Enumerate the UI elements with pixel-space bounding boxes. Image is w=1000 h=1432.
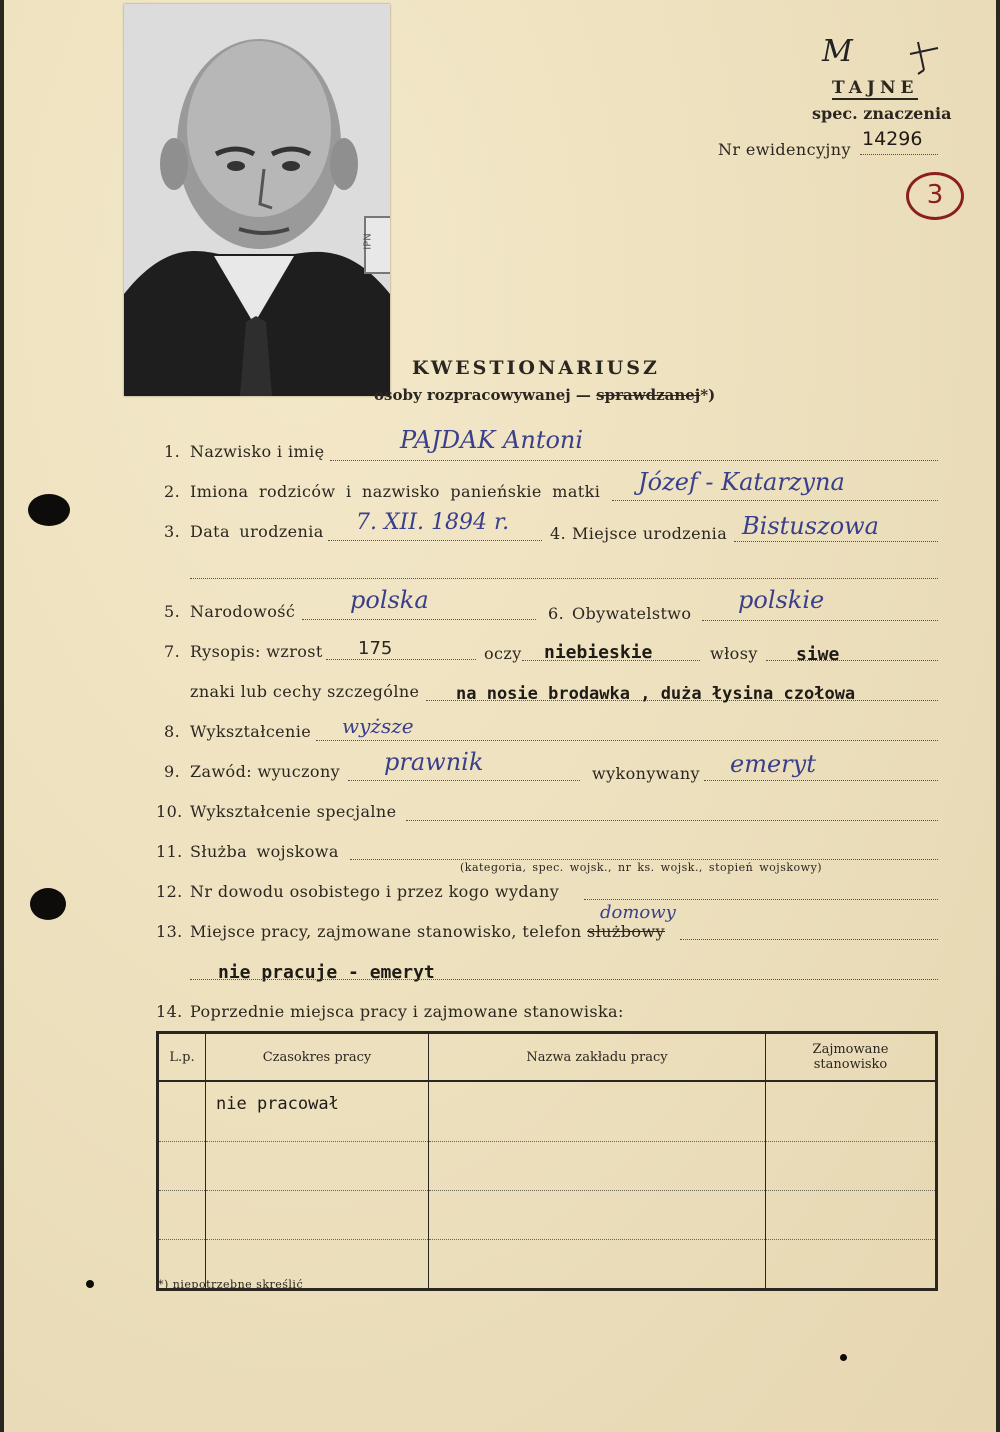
corner-mark: M (822, 34, 853, 69)
field-11-line (350, 859, 938, 860)
field-12-number: 12. (156, 882, 183, 901)
field-13-continuation-line (190, 979, 938, 980)
record-number-value: 14296 (862, 128, 923, 150)
field-1-line (330, 460, 938, 461)
portrait-photo (124, 4, 390, 396)
field-7-height-value: 175 (358, 638, 393, 659)
field-11-hint: (kategoria, spec. wojsk., nr ks. wojsk., stopień wojskowy) (460, 861, 823, 874)
footnote: *) niepotrzebne skreślić (158, 1278, 304, 1291)
table-cell (766, 1240, 937, 1290)
field-10-number: 10. (156, 802, 183, 821)
classification-label: TAJNE (832, 78, 919, 98)
table-row (158, 1081, 937, 1142)
table-row (158, 1142, 937, 1191)
form-title: KWESTIONARIUSZ (412, 357, 660, 379)
col-header-employer: Nazwa zakładu pracy (429, 1033, 766, 1082)
field-13-value: nie pracuje - emeryt (218, 962, 435, 983)
field-6-number: 6. (548, 604, 565, 623)
field-7-label: Rysopis: wzrost (190, 642, 323, 661)
col-header-lp: L.p. (158, 1033, 206, 1082)
table-cell (158, 1142, 206, 1191)
field-4-line (734, 541, 938, 542)
table-cell (429, 1142, 766, 1191)
field-7b-label: znaki lub cechy szczególne (190, 682, 420, 701)
field-8-number: 8. (164, 722, 181, 741)
field-9-number: 9. (164, 762, 181, 781)
field-7-number: 7. (164, 642, 181, 661)
punch-hole (30, 888, 66, 920)
field-13-number: 13. (156, 922, 183, 941)
field-7b-value: na nosie brodawka , duża łysina czołowa (456, 684, 856, 704)
field-13-line (680, 939, 938, 940)
form-subtitle (374, 386, 715, 404)
field-13-struck: służbowy (587, 922, 665, 941)
field-9-done-value: emeryt (730, 750, 816, 778)
field-11-label: Służba wojskowa (190, 842, 339, 861)
field-6-label: Obywatelstwo (572, 604, 692, 623)
field-1-value: PAJDAK Antoni (400, 426, 584, 454)
table-cell (206, 1191, 429, 1240)
field-3-label: Data urodzenia (190, 522, 324, 541)
field-13-label (190, 922, 665, 941)
field-5-number: 5. (164, 602, 181, 621)
field-5-value: polska (350, 586, 429, 614)
field-3-line (328, 540, 542, 541)
field-9-value: prawnik (384, 748, 484, 776)
field-2-label: Imiona rodziców i nazwisko panieńskie matki (190, 482, 601, 501)
field-3-number: 3. (164, 522, 181, 541)
table-cell: nie pracował (206, 1081, 429, 1142)
field-5-line (302, 619, 536, 620)
field-6-line (702, 620, 938, 621)
subtitle-struck: sprawdzanej (596, 386, 701, 404)
subtitle-prefix: osoby rozpracowywanej — (374, 386, 597, 404)
table-row (158, 1191, 937, 1240)
table-cell (206, 1142, 429, 1191)
table-cell (158, 1191, 206, 1240)
field-7-hair-value: siwe (796, 644, 840, 665)
table-cell (766, 1142, 937, 1191)
field-4-value: Bistuszowa (742, 512, 879, 540)
field-12-line (584, 899, 938, 900)
field-5-label: Narodowość (190, 602, 296, 621)
table-cell (766, 1191, 937, 1240)
table-header-row (158, 1033, 937, 1082)
field-9-done-line (704, 780, 938, 781)
previous-jobs-table (156, 1031, 938, 1291)
ink-dot (840, 1354, 847, 1361)
circled-number: 3 (906, 172, 964, 220)
field-13-label-text: Miejsce pracy, zajmowane stanowisko, telefon (190, 922, 588, 941)
field-14-number: 14. (156, 1002, 183, 1021)
table-cell (429, 1240, 766, 1290)
field-10-line (406, 820, 938, 821)
field-7-eyes-label: oczy (484, 644, 522, 663)
field-8-label: Wykształcenie (190, 722, 312, 741)
classification-sublabel: spec. znaczenia (812, 104, 952, 123)
record-number-line (860, 154, 938, 155)
field-4-continuation-line (190, 578, 938, 579)
field-4-label: Miejsce urodzenia (572, 524, 728, 543)
table-cell (158, 1081, 206, 1142)
field-7-hair-line (766, 660, 938, 661)
subtitle-suffix: *) (700, 386, 716, 404)
ink-dot (86, 1280, 94, 1288)
field-3-value: 7. XII. 1894 r. (356, 510, 510, 535)
field-6-value: polskie (738, 586, 825, 614)
document-page (4, 0, 996, 1432)
field-9-label: Zawód: wyuczony (190, 762, 341, 781)
field-7-hair-label: włosy (710, 644, 758, 663)
col-header-period: Czasokres pracy (206, 1033, 429, 1082)
field-13-correction: domowy (600, 902, 676, 923)
field-7-eyes-value: niebieskie (544, 642, 653, 663)
field-2-value: Józef - Katarzyna (638, 468, 845, 496)
field-7-height-line (326, 659, 476, 660)
field-2-line (612, 500, 938, 501)
field-12-label: Nr dowodu osobistego i przez kogo wydany (190, 882, 560, 901)
table-cell (429, 1191, 766, 1240)
col-header-position: Zajmowane stanowisko (766, 1033, 937, 1082)
field-9-line (348, 780, 580, 781)
punch-hole (28, 494, 70, 526)
record-number-label: Nr ewidencyjny (718, 140, 851, 159)
field-10-label: Wykształcenie specjalne (190, 802, 397, 821)
field-4-number: 4. (550, 524, 567, 543)
table-cell (766, 1081, 937, 1142)
field-8-value: wyższe (342, 714, 414, 738)
field-9-done-label: wykonywany (592, 764, 700, 783)
field-14-label: Poprzednie miejsca pracy i zajmowane stanowiska: (190, 1002, 624, 1021)
field-1-number: 1. (164, 442, 181, 461)
field-8-line (316, 740, 938, 741)
field-2-number: 2. (164, 482, 181, 501)
ipn-stamp-text: IPN (362, 233, 374, 250)
table-cell (429, 1081, 766, 1142)
field-11-number: 11. (156, 842, 183, 861)
field-1-label: Nazwisko i imię (190, 442, 325, 461)
